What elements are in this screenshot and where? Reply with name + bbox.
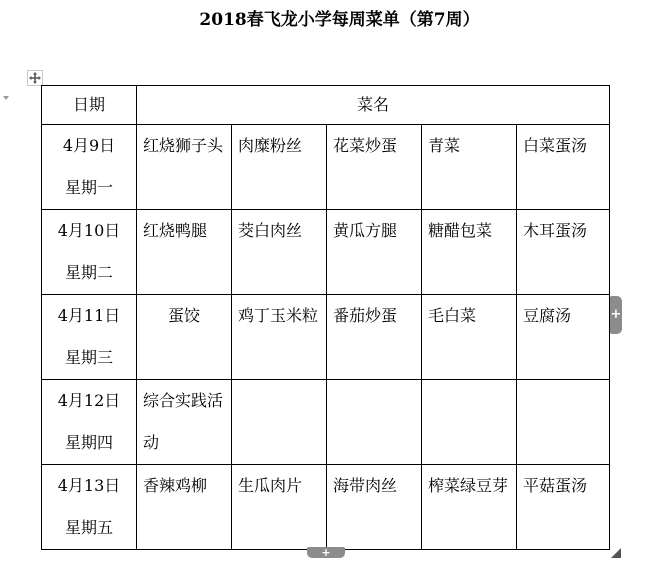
table-row [42,295,610,380]
weekday-text: 星期四 [64,433,113,452]
dish-cell[interactable] [327,380,422,465]
table-resize-corner-icon[interactable] [611,548,621,558]
header-menu-cell[interactable]: 菜名 [137,86,610,125]
date-cell[interactable] [42,465,137,550]
weekday-text: 星期三 [64,348,113,367]
dish-cell[interactable]: 蛋饺 [137,295,232,380]
weekday-text: 星期二 [64,263,113,282]
dish-cell[interactable]: 榨菜绿豆芽 [422,465,517,550]
add-column-button[interactable]: + [610,296,622,334]
dish-cell[interactable]: 肉糜粉丝 [232,125,327,210]
table-row [42,125,610,210]
date-cell[interactable] [42,210,137,295]
date-text: 4月12日 [57,391,121,410]
table-row [42,380,610,465]
add-row-button[interactable]: + [307,547,345,558]
date-cell[interactable] [42,295,137,380]
date-text: 4月11日 [57,306,121,325]
table-move-handle-icon[interactable] [27,70,43,86]
dish-cell[interactable]: 红烧狮子头 [137,125,232,210]
table-row [42,210,610,295]
dish-cell[interactable]: 花菜炒蛋 [327,125,422,210]
dish-cell[interactable]: 木耳蛋汤 [517,210,610,295]
dish-cell[interactable]: 综合实践活动 [137,380,232,465]
weekday-text: 星期一 [64,178,113,197]
dish-cell[interactable]: 豆腐汤 [517,295,610,380]
table-header-row [42,86,610,125]
dish-cell[interactable]: 茭白肉丝 [232,210,327,295]
dish-cell[interactable]: 青菜 [422,125,517,210]
date-text: 4月13日 [57,476,121,495]
dish-cell[interactable]: 白菜蛋汤 [517,125,610,210]
dish-cell[interactable]: 番茄炒蛋 [327,295,422,380]
date-cell[interactable] [42,125,137,210]
table-row [42,465,610,550]
dish-cell[interactable] [422,380,517,465]
date-cell[interactable] [42,380,137,465]
dish-cell[interactable] [232,380,327,465]
weekday-text: 星期五 [64,518,113,537]
date-text: 4月9日 [62,136,116,155]
dish-cell[interactable]: 鸡丁玉米粒 [232,295,327,380]
dish-cell[interactable]: 红烧鸭腿 [137,210,232,295]
dish-cell[interactable]: 海带肉丝 [327,465,422,550]
dish-cell[interactable]: 糖醋包菜 [422,210,517,295]
dish-cell[interactable]: 毛白菜 [422,295,517,380]
header-date-cell[interactable]: 日期 [42,86,137,125]
dish-cell[interactable] [517,380,610,465]
dish-cell[interactable]: 香辣鸡柳 [137,465,232,550]
weekly-menu-table [41,85,610,550]
date-text: 4月10日 [57,221,121,240]
dish-cell[interactable]: 生瓜肉片 [232,465,327,550]
document-title: 2018春飞龙小学每周菜单（第7周） [199,10,480,30]
dish-cell[interactable]: 平菇蛋汤 [517,465,610,550]
dish-cell[interactable]: 黄瓜方腿 [327,210,422,295]
paragraph-caret-icon [3,96,9,100]
